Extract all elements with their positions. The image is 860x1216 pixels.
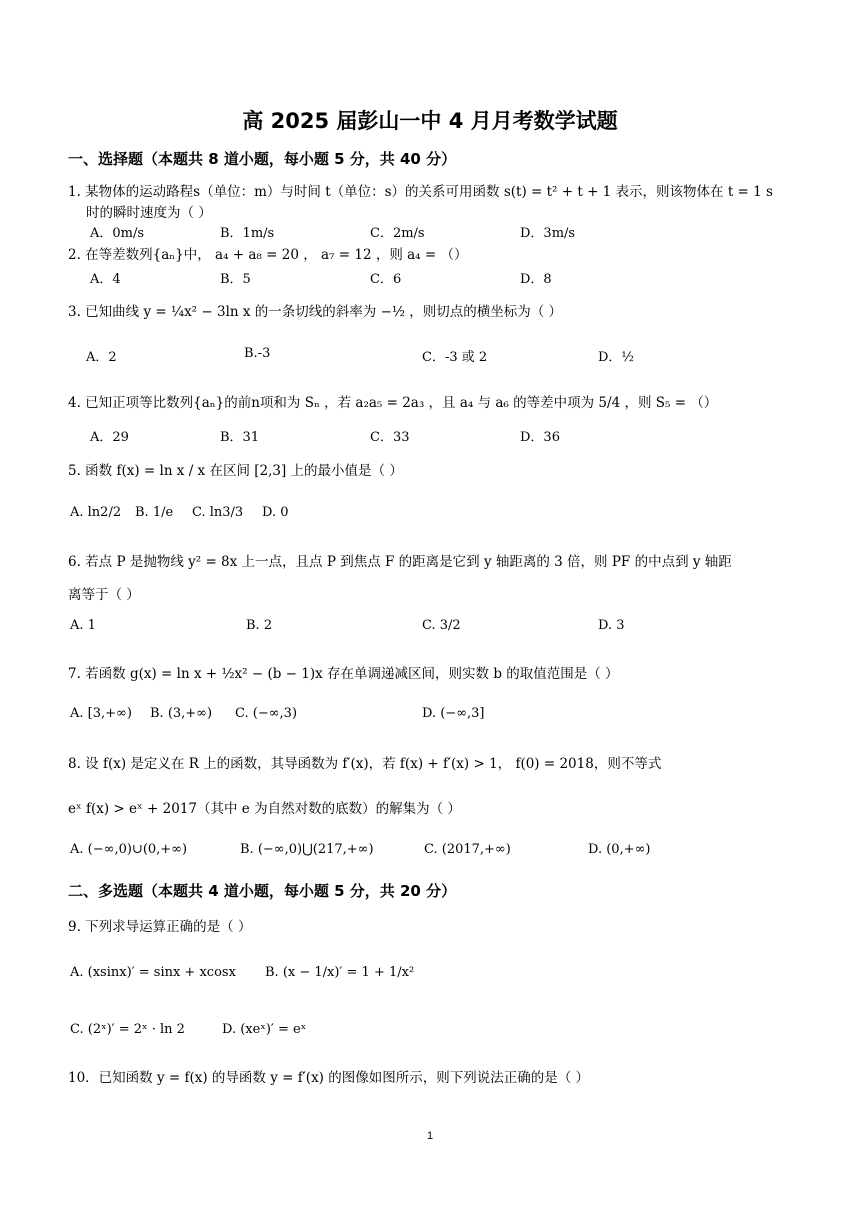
- question-1-option-d: D．3m/s: [520, 226, 576, 241]
- question-6-option-d: D. 3: [598, 618, 625, 633]
- question-3-option-a: A．2: [86, 350, 117, 365]
- question-2-option-d: D．8: [520, 272, 552, 287]
- question-9-option-b: B. (x − 1/x)′ = 1 + 1/x²: [265, 965, 415, 980]
- question-4-stem: 4. 已知正项等比数列{aₙ}的前n项和为 Sₙ ，若 a₂a₅ = 2a₃ ，且 a₄ 与 a₆ 的等差中项为 5/4 ，则 S₅ = （）: [68, 395, 718, 411]
- question-8-option-a: A. (−∞,0)∪(0,+∞): [70, 842, 188, 857]
- question-1-stem-cont: 时的瞬时速度为（ ）: [86, 205, 212, 221]
- question-6-option-b: B. 2: [246, 618, 273, 633]
- question-6-option-c: C. 3/2: [422, 618, 461, 633]
- question-7-option-b: B. (3,+∞): [150, 706, 213, 721]
- question-9-option-a: A. (xsinx)′ = sinx + xcosx: [70, 965, 236, 980]
- question-2-option-c: C．6: [370, 272, 402, 287]
- question-7-option-d: D. (−∞,3]: [422, 706, 485, 721]
- question-9-option-c: C. (2ˣ)′ = 2ˣ · ln 2: [70, 1022, 185, 1037]
- question-2-option-b: B．5: [220, 272, 251, 287]
- question-6-option-a: A. 1: [70, 618, 96, 633]
- question-6-stem: 6. 若点 P 是抛物线 y² = 8x 上一点，且点 P 到焦点 F 的距离是它到 y 轴距离的 3 倍，则 PF 的中点到 y 轴距: [68, 554, 732, 570]
- page-title: 高 2025 届彭山一中 4 月月考数学试题: [242, 109, 618, 133]
- question-3-option-c: C．-3 或 2: [422, 350, 488, 365]
- question-9-stem: 9. 下列求导运算正确的是（ ）: [68, 919, 252, 935]
- section-heading-multiple-choice: 二、多选题（本题共 4 道小题，每小题 5 分，共 20 分）: [68, 882, 457, 900]
- question-7-stem: 7. 若函数 g(x) = ln x + ½x² − (b − 1)x 存在单调递减区间，则实数 b 的取值范围是（ ）: [68, 666, 619, 682]
- section-heading-single-choice: 一、选择题（本题共 8 道小题，每小题 5 分，共 40 分）: [68, 150, 457, 168]
- question-3-option-b: B.-3: [244, 346, 271, 361]
- question-1-option-b: B．1m/s: [220, 226, 275, 241]
- question-8-option-c: C. (2017,+∞): [424, 842, 511, 857]
- page-number: 1: [426, 1130, 434, 1142]
- question-4-option-c: C．33: [370, 430, 410, 445]
- question-5-option-d: D. 0: [262, 505, 289, 520]
- question-7-option-a: A. [3,+∞): [70, 706, 132, 721]
- question-8-stem: 8. 设 f(x) 是定义在 R 上的函数，其导函数为 f′(x)，若 f(x) + f′(x) > 1， f(0) = 2018，则不等式: [68, 756, 662, 772]
- question-8-stem-cont: eˣ f(x) > eˣ + 2017（其中 e 为自然对数的底数）的解集为（ ）: [68, 801, 461, 817]
- question-4-option-d: D．36: [520, 430, 560, 445]
- question-5-stem: 5. 函数 f(x) = ln x / x 在区间 [2,3] 上的最小值是（ ）: [68, 463, 403, 479]
- question-5-option-b: B. 1/e: [135, 505, 174, 520]
- question-1-option-a: A．0m/s: [90, 226, 145, 241]
- question-8-option-d: D. (0,+∞): [588, 842, 651, 857]
- question-4-option-a: A．29: [90, 430, 129, 445]
- question-4-option-b: B．31: [220, 430, 260, 445]
- question-5-option-a: A. ln2/2: [70, 505, 122, 520]
- question-1-stem: 1. 某物体的运动路程s（单位：m）与时间 t（单位：s）的关系可用函数 s(t) = t² + t + 1 表示，则该物体在 t = 1 s: [68, 184, 773, 200]
- question-7-option-c: C. (−∞,3): [235, 706, 298, 721]
- question-9-option-d: D. (xeˣ)′ = eˣ: [222, 1022, 307, 1037]
- question-8-option-b: B. (−∞,0)⋃(217,+∞): [240, 842, 374, 857]
- question-10-stem: 10．已知函数 y = f(x) 的导函数 y = f′(x) 的图像如图所示，则下列说法正确的是（ ）: [68, 1070, 590, 1086]
- question-6-stem-cont: 离等于（ ）: [68, 587, 140, 603]
- question-5-option-c: C. ln3/3: [192, 505, 244, 520]
- question-1-option-c: C．2m/s: [370, 226, 425, 241]
- question-2-option-a: A．4: [90, 272, 121, 287]
- question-3-stem: 3. 已知曲线 y = ¼x² − 3ln x 的一条切线的斜率为 −½ ，则切点的横坐标为（ ）: [68, 304, 563, 320]
- question-3-option-d: D．½: [598, 350, 635, 365]
- question-2-stem: 2. 在等差数列{aₙ}中， a₄ + a₈ = 20 ， a₇ = 12 ，则 a₄ = （）: [68, 247, 468, 263]
